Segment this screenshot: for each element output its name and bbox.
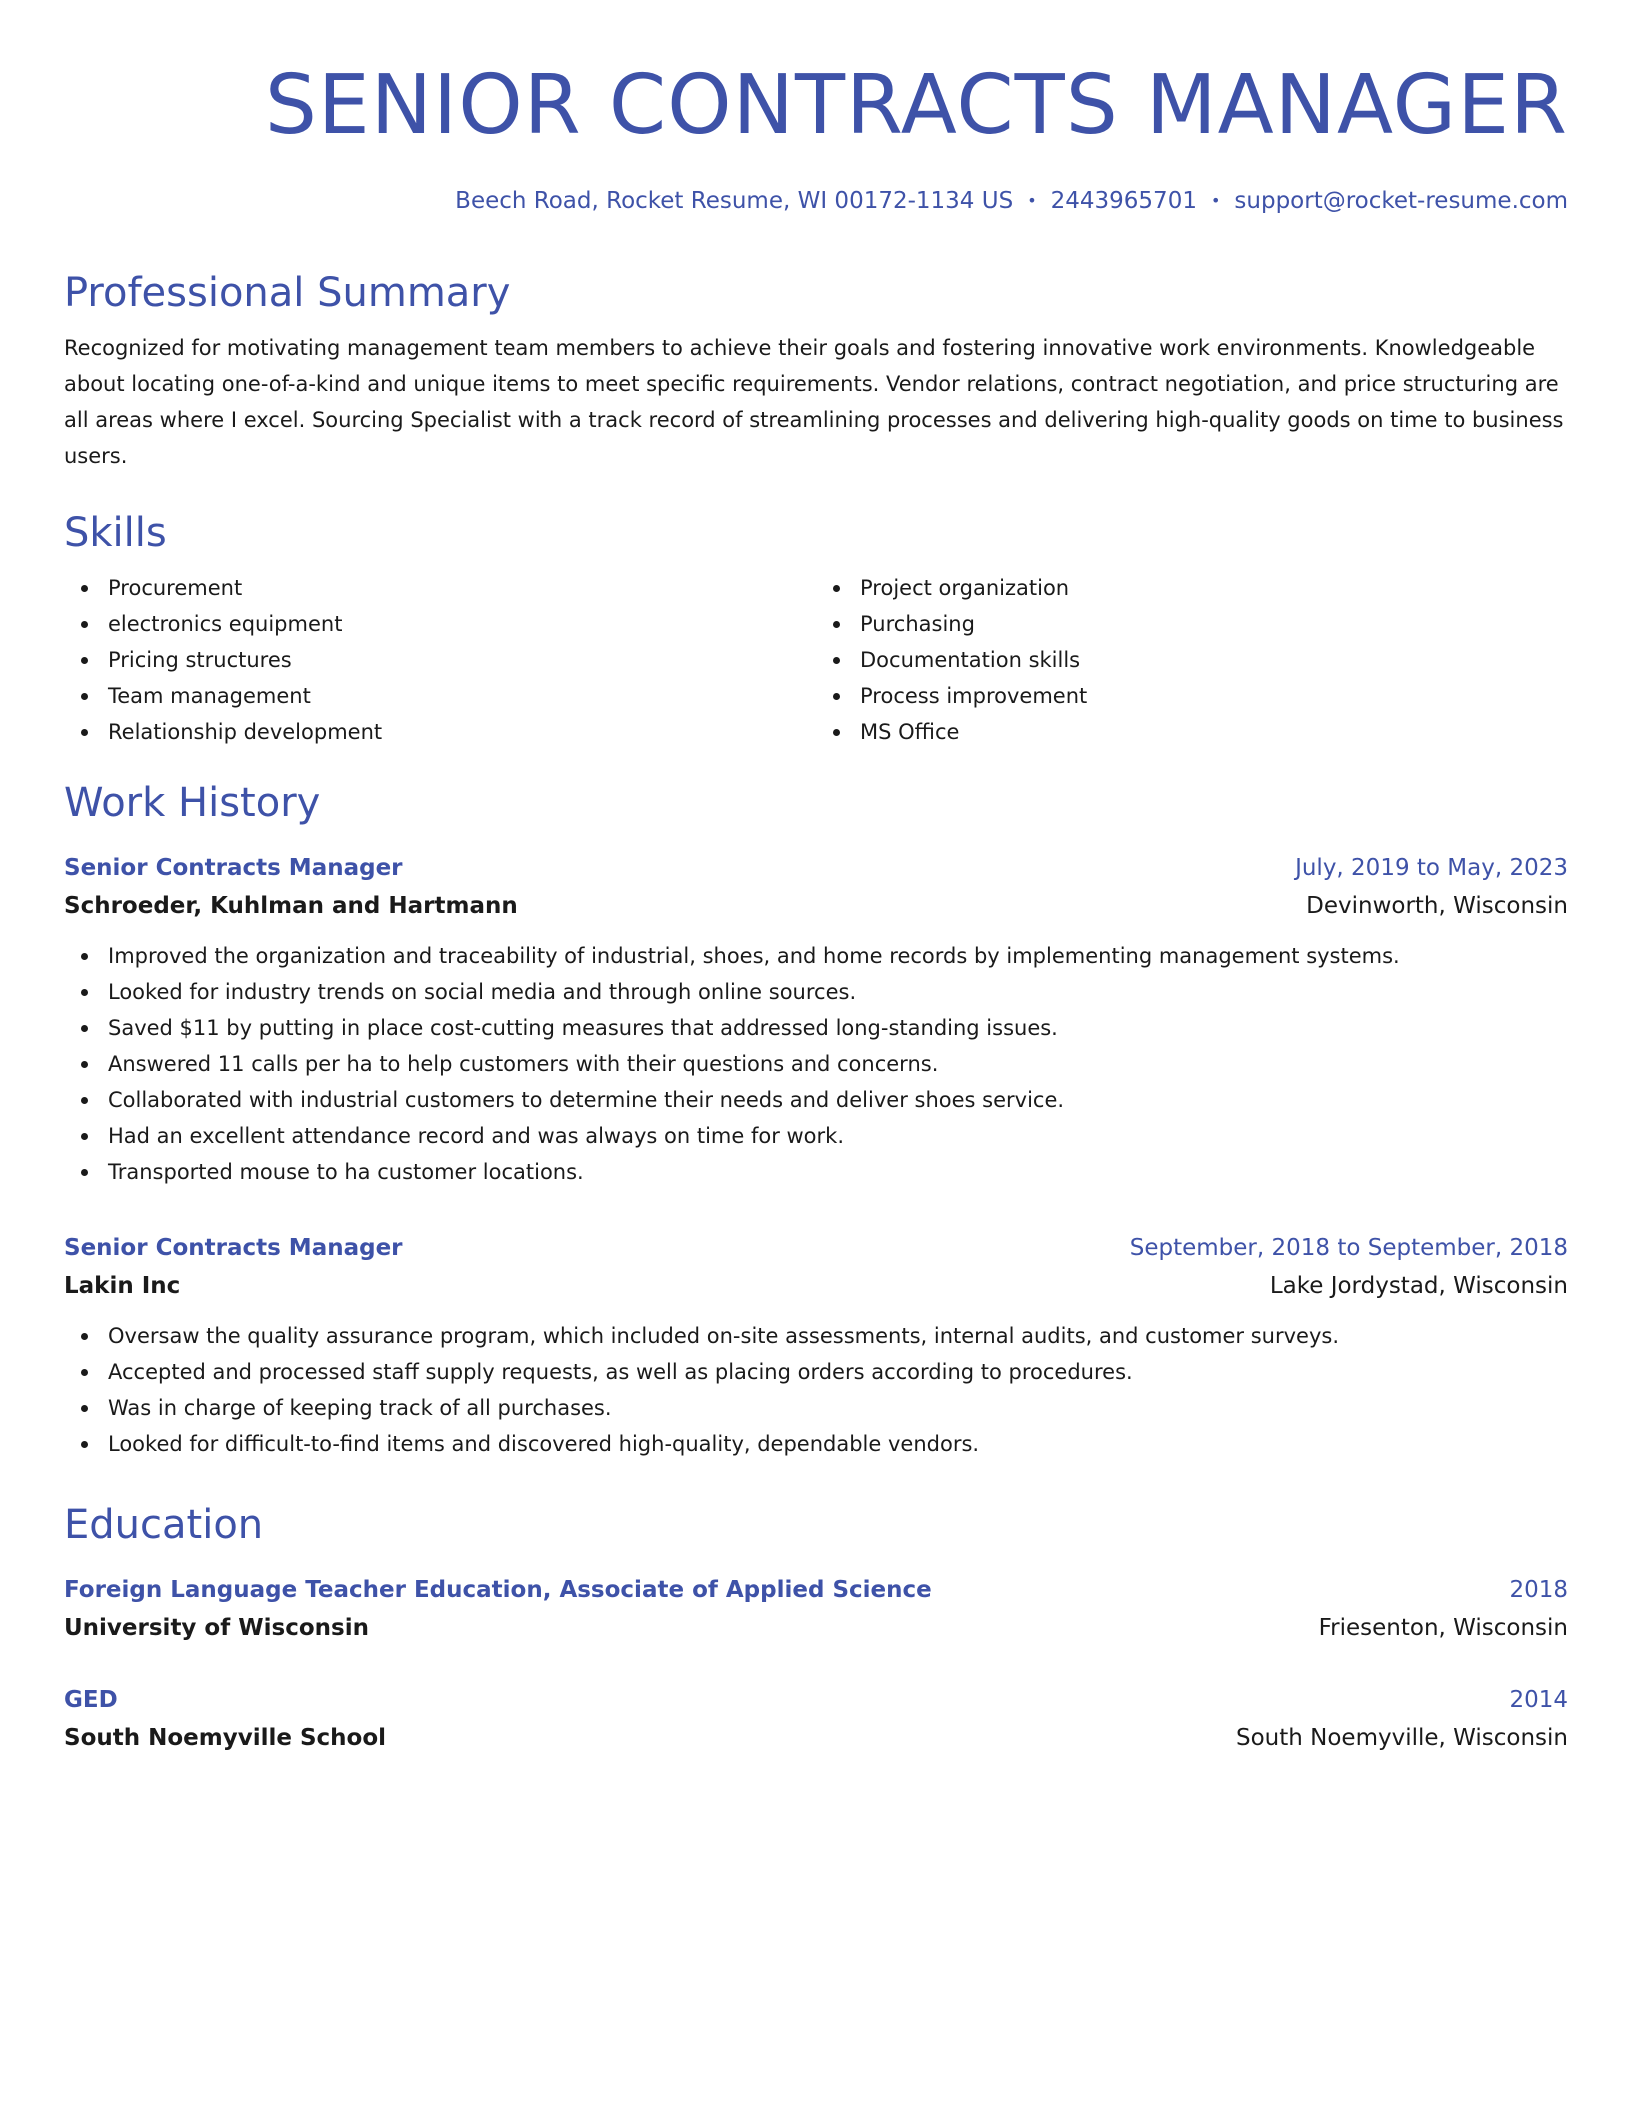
job-entry bbox=[64, 850, 1568, 1190]
job-bullet: Looked for difficult-to-find items and discovered high-quality, dependable vendors. bbox=[108, 1426, 1568, 1462]
skill-item: Documentation skills bbox=[860, 642, 1568, 678]
job-bullet: Accepted and processed staff supply requests, as well as placing orders according to procedures. bbox=[108, 1354, 1568, 1390]
summary-heading: Professional Summary bbox=[64, 270, 511, 316]
skill-item: Project organization bbox=[860, 570, 1568, 606]
skills-column-left bbox=[64, 570, 816, 750]
job-bullet: Was in charge of keeping track of all purchases. bbox=[108, 1390, 1568, 1426]
job-bullets bbox=[64, 938, 1568, 1190]
skills-heading: Skills bbox=[64, 510, 167, 556]
job-location: Devinworth, Wisconsin bbox=[1306, 893, 1568, 919]
job-bullet: Saved $11 by putting in place cost-cutting measures that addressed long-standing issues. bbox=[108, 1010, 1568, 1046]
job-bullet: Answered 11 calls per ha to help customers with their questions and concerns. bbox=[108, 1046, 1568, 1082]
job-bullet: Collaborated with industrial customers to determine their needs and deliver shoes service. bbox=[108, 1082, 1568, 1118]
skill-item: Pricing structures bbox=[108, 642, 816, 678]
education-year: 2014 bbox=[1509, 1687, 1568, 1713]
resume-title: SENIOR CONTRACTS MANAGER bbox=[264, 58, 1568, 153]
job-location: Lake Jordystad, Wisconsin bbox=[1269, 1273, 1568, 1299]
contact-address: Beech Road, Rocket Resume, WI 00172-1134 US bbox=[455, 188, 1014, 214]
skills-grid bbox=[64, 570, 1568, 750]
job-dates: July, 2019 to May, 2023 bbox=[1295, 855, 1568, 881]
skill-item: Relationship development bbox=[108, 714, 816, 750]
job-bullets bbox=[64, 1318, 1568, 1462]
contact-phone: 2443965701 bbox=[1050, 188, 1197, 214]
education-school: University of Wisconsin bbox=[64, 1615, 369, 1641]
education-entry bbox=[64, 1572, 1568, 1648]
job-bullet: Improved the organization and traceability of industrial, shoes, and home records by implementing management systems. bbox=[108, 938, 1568, 974]
skill-item: MS Office bbox=[860, 714, 1568, 750]
education-degree: Foreign Language Teacher Education, Associate of Applied Science bbox=[64, 1577, 932, 1603]
job-company: Schroeder, Kuhlman and Hartmann bbox=[64, 893, 518, 919]
job-company-row bbox=[64, 1266, 1568, 1306]
job-bullet: Had an excellent attendance record and was always on time for work. bbox=[108, 1118, 1568, 1154]
job-company-row bbox=[64, 886, 1568, 926]
skill-item: electronics equipment bbox=[108, 606, 816, 642]
skills-column-right bbox=[816, 570, 1568, 750]
job-role: Senior Contracts Manager bbox=[64, 855, 403, 881]
education-degree: GED bbox=[64, 1687, 118, 1713]
job-company: Lakin Inc bbox=[64, 1273, 181, 1299]
education-school-row bbox=[64, 1608, 1568, 1648]
summary-text: Recognized for motivating management team members to achieve their goals and fostering innovative work environments. Knowledgeable about locating one-of-a-kind and unique items to meet specific requirements. Vendor relations, contract negotiation, and price structuring are all areas where I excel. Sourcing Specialist with a track record of streamlining processes and delivering high-quality goods on time to business users. bbox=[64, 336, 1564, 468]
education-header-row bbox=[64, 1682, 1568, 1718]
education-school-row bbox=[64, 1718, 1568, 1758]
contact-separator: • bbox=[1027, 191, 1037, 210]
skill-item: Process improvement bbox=[860, 678, 1568, 714]
job-role: Senior Contracts Manager bbox=[64, 1235, 403, 1261]
job-header-row bbox=[64, 850, 1568, 886]
education-entry bbox=[64, 1682, 1568, 1758]
job-bullet: Looked for industry trends on social media and through online sources. bbox=[108, 974, 1568, 1010]
education-location: South Noemyville, Wisconsin bbox=[1235, 1725, 1568, 1751]
education-heading: Education bbox=[64, 1502, 264, 1548]
job-header-row bbox=[64, 1230, 1568, 1266]
job-entry bbox=[64, 1230, 1568, 1462]
contact-line bbox=[64, 186, 1568, 216]
job-dates: September, 2018 to September, 2018 bbox=[1129, 1235, 1568, 1261]
education-header-row bbox=[64, 1572, 1568, 1608]
education-location: Friesenton, Wisconsin bbox=[1318, 1615, 1568, 1641]
skill-item: Team management bbox=[108, 678, 816, 714]
education-school: South Noemyville School bbox=[64, 1725, 387, 1751]
contact-separator: • bbox=[1210, 191, 1221, 210]
job-bullet: Oversaw the quality assurance program, which included on-site assessments, internal audits, and customer surveys. bbox=[108, 1318, 1568, 1354]
education-year: 2018 bbox=[1509, 1577, 1568, 1603]
job-bullet: Transported mouse to ha customer locations. bbox=[108, 1154, 1568, 1190]
skill-item: Procurement bbox=[108, 570, 816, 606]
contact-email: support@rocket-resume.com bbox=[1234, 188, 1568, 214]
work-history-heading: Work History bbox=[64, 780, 321, 826]
skill-item: Purchasing bbox=[860, 606, 1568, 642]
